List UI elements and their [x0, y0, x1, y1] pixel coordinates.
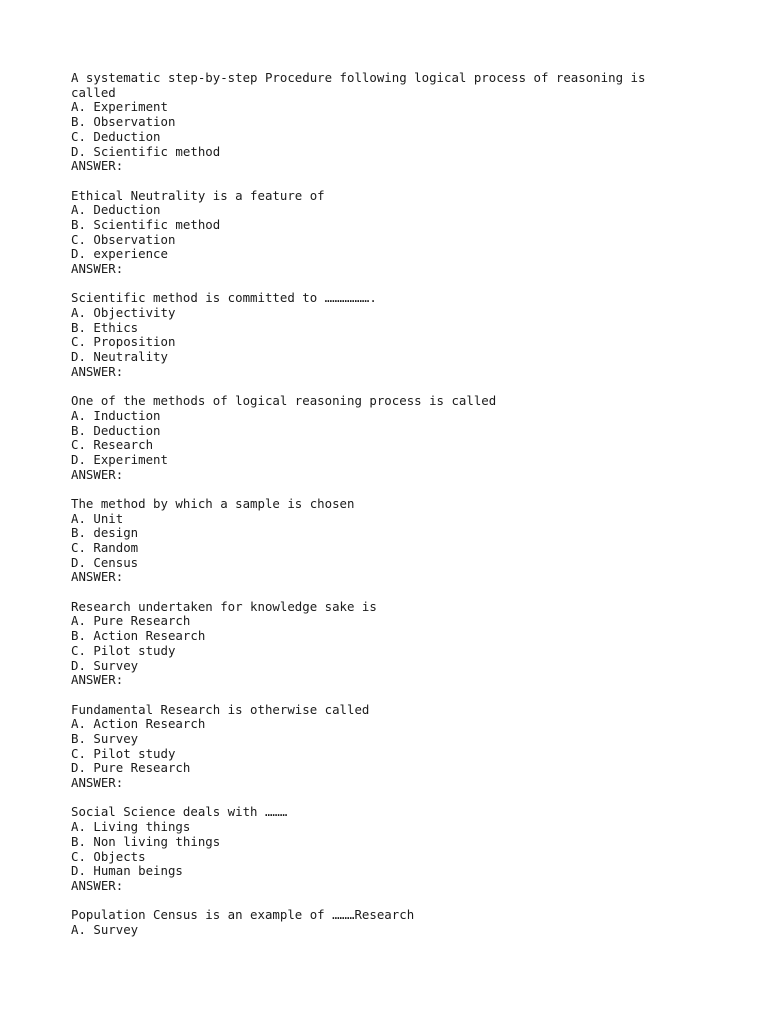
option-d: D. Human beings [71, 863, 183, 879]
option-a: A. Pure Research [71, 613, 191, 629]
option-b: B. Scientific method [71, 216, 221, 232]
answer-label: ANSWER: [71, 363, 124, 379]
option-a: A. Experiment [71, 99, 168, 115]
option-c: C. Objects [71, 848, 146, 864]
option-c: C. Proposition [71, 334, 176, 350]
option-b: B. Survey [71, 730, 139, 746]
option-b: B. Deduction [71, 422, 161, 438]
option-a: A. Unit [71, 510, 124, 526]
answer-label: ANSWER: [71, 261, 124, 277]
option-d: D. experience [71, 246, 168, 262]
option-a: A. Survey [71, 921, 139, 937]
question-text: Population Census is an example of ………Research [71, 907, 415, 923]
option-c: C. Observation [71, 231, 176, 247]
option-d: D. Pure Research [71, 760, 191, 776]
question-text: Fundamental Research is otherwise called [71, 701, 370, 717]
option-d: D. Census [71, 554, 139, 570]
question-block [71, 805, 711, 893]
option-b: B. Ethics [71, 319, 139, 335]
option-b: B. Action Research [71, 628, 206, 644]
option-a: A. Objectivity [71, 305, 176, 321]
question-block [71, 71, 711, 174]
question-text: The method by which a sample is chosen [71, 495, 355, 511]
option-b: B. Observation [71, 114, 176, 130]
answer-label: ANSWER: [71, 466, 124, 482]
document-page [71, 71, 711, 952]
option-d: D. Neutrality [71, 349, 168, 365]
question-block [71, 189, 711, 277]
question-block [71, 394, 711, 482]
question-block [71, 497, 711, 585]
answer-label: ANSWER: [71, 569, 124, 585]
option-c: C. Pilot study [71, 642, 176, 658]
option-d: D. Scientific method [71, 143, 221, 159]
option-d: D. Experiment [71, 451, 168, 467]
answer-label: ANSWER: [71, 672, 124, 688]
option-c: C. Deduction [71, 128, 161, 144]
answer-label: ANSWER: [71, 158, 124, 174]
option-c: C. Research [71, 437, 154, 453]
question-text: Research undertaken for knowledge sake is [71, 598, 377, 614]
question-block [71, 600, 711, 688]
question-text: One of the methods of logical reasoning process is called [71, 393, 497, 409]
option-c: C. Pilot study [71, 745, 176, 761]
question-block [71, 908, 711, 937]
option-a: A. Induction [71, 407, 161, 423]
question-text: Ethical Neutrality is a feature of [71, 187, 325, 203]
option-a: A. Living things [71, 819, 191, 835]
option-a: A. Deduction [71, 202, 161, 218]
question-block [71, 291, 711, 379]
option-d: D. Survey [71, 657, 139, 673]
question-text: Social Science deals with ……… [71, 804, 288, 820]
option-b: B. design [71, 525, 139, 541]
answer-label: ANSWER: [71, 775, 124, 791]
answer-label: ANSWER: [71, 877, 124, 893]
question-text: Scientific method is committed to ………………. [71, 290, 377, 306]
option-b: B. Non living things [71, 833, 221, 849]
option-c: C. Random [71, 540, 139, 556]
option-a: A. Action Research [71, 716, 206, 732]
question-text: A systematic step-by-step Procedure following logical process of reasoning is called [71, 70, 653, 100]
question-block [71, 703, 711, 791]
